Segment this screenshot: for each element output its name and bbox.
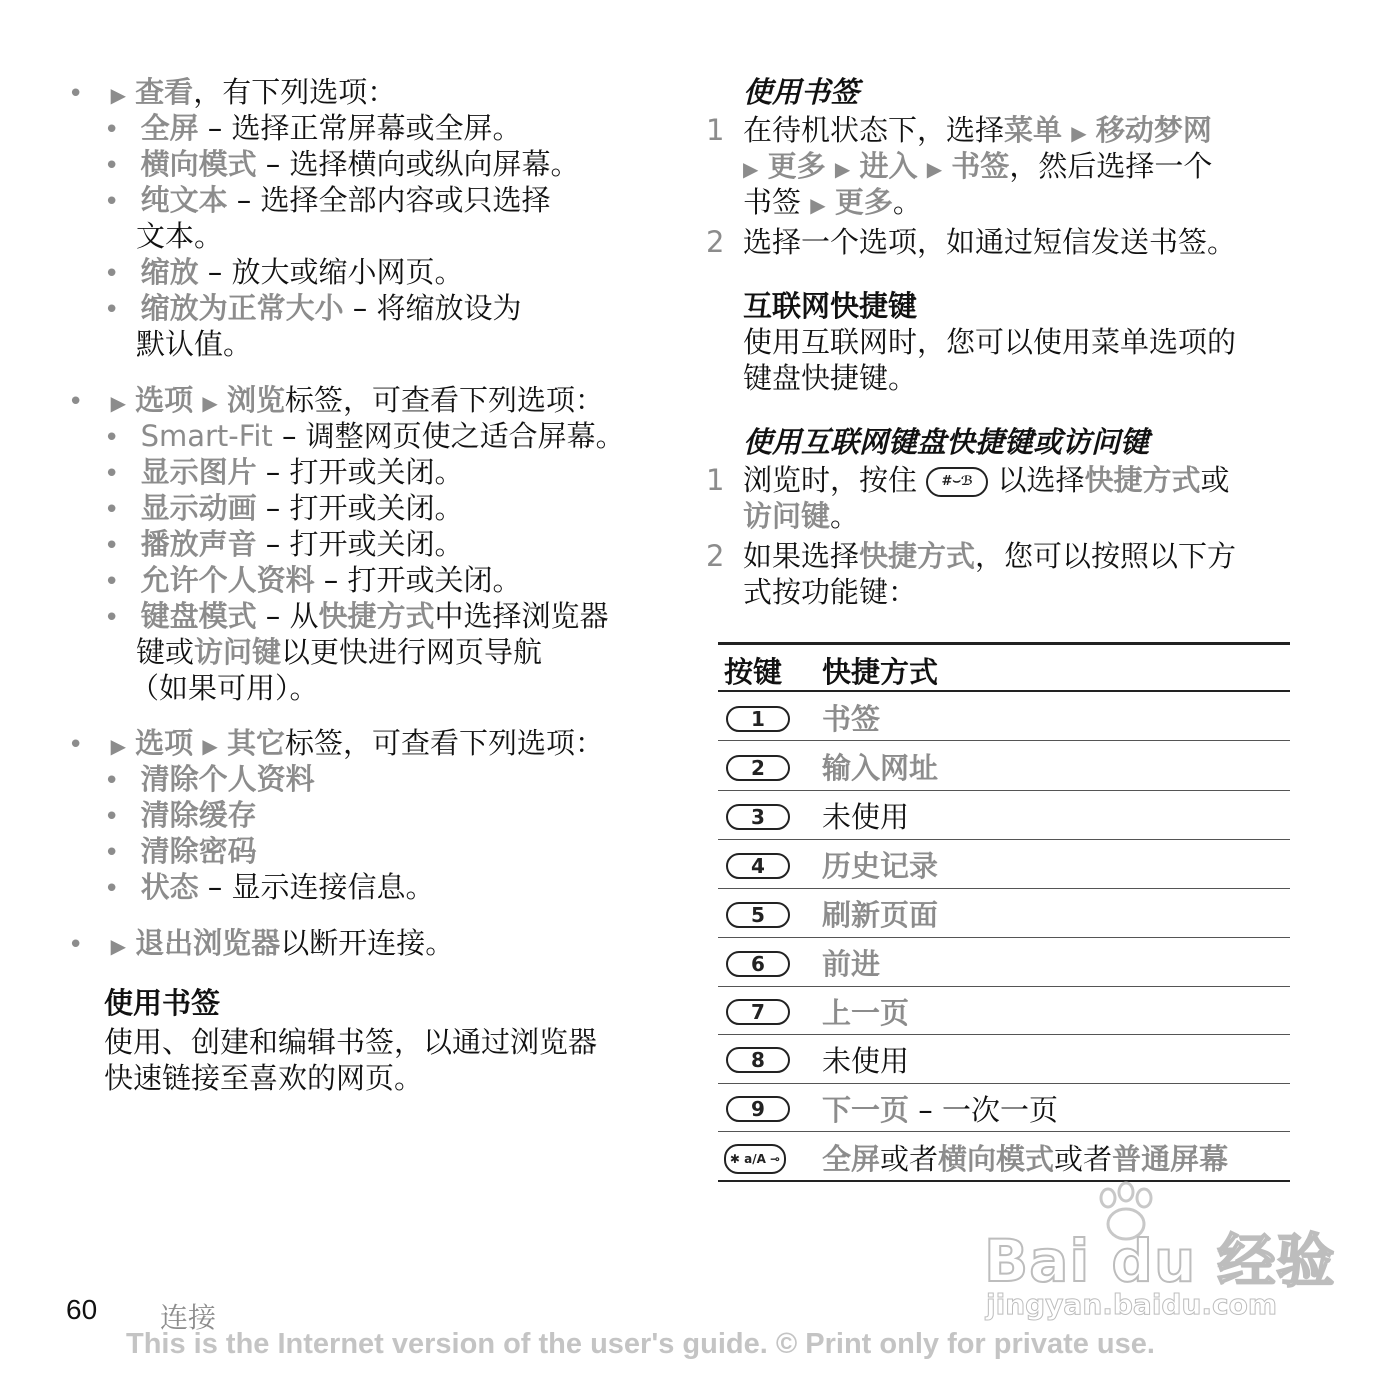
row-divider (718, 937, 1290, 938)
list-item: • 横向模式 – 选择横向或纵向屏幕。 (104, 147, 580, 181)
key-7-icon: 7 (726, 999, 790, 1025)
bullet-icon: • (68, 930, 84, 960)
key-4-icon: 4 (726, 853, 790, 879)
bullet-icon: • (104, 259, 120, 289)
bullet-icon: • (104, 495, 120, 525)
section-heading: 使用书签 (743, 75, 860, 109)
paragraph: 使用、创建和编辑书签，以通过浏览器 (104, 1025, 598, 1059)
list-item-continuation: （如果可用）。 (130, 671, 319, 705)
step-text: 浏览时，按住 #⌣ℬ 以选择快捷方式或 (743, 463, 1230, 497)
row-divider (718, 839, 1290, 840)
paragraph: 快速链接至喜欢的网页。 (104, 1061, 424, 1095)
bullet-icon: • (68, 79, 84, 109)
bullet-icon: • (68, 730, 84, 760)
key-3-icon: 3 (726, 804, 790, 830)
list-item: • 缩放 – 放大或缩小网页。 (104, 255, 464, 289)
other-option: • ▶ 选项 ▶ 其它标签，可查看下列选项： (68, 726, 605, 760)
row-divider (718, 740, 1290, 741)
table-header-key: 按键 (724, 655, 783, 689)
key-6-icon: 6 (726, 951, 790, 977)
row-divider (718, 888, 1290, 889)
bullet-icon: • (104, 151, 120, 181)
step-text: 在待机状态下，选择菜单 ▶ 移动梦网 (743, 113, 1212, 147)
section-heading: 使用互联网键盘快捷键或访问键 (743, 425, 1150, 459)
list-item: • 允许个人资料 – 打开或关闭。 (104, 563, 522, 597)
table-bottom-rule (718, 1180, 1290, 1182)
list-item-continuation: 文本。 (136, 219, 224, 253)
table-header-shortcut: 快捷方式 (822, 655, 939, 689)
step-text: 访问键。 (743, 499, 860, 533)
key-2-icon: 2 (726, 755, 790, 781)
bullet-icon: • (104, 459, 120, 489)
step-text: 书签 ▶ 更多。 (743, 185, 922, 219)
hash-key-icon: #⌣ℬ (926, 467, 988, 497)
step-text: 选择一个选项，如通过短信发送书签。 (743, 225, 1237, 259)
arrow-right-icon: ▶ (1071, 121, 1087, 145)
bullet-icon: • (104, 423, 120, 453)
bullet-icon: • (104, 115, 120, 145)
list-item: • 显示动画 – 打开或关闭。 (104, 491, 464, 525)
bullet-icon: • (104, 603, 120, 633)
arrow-right-icon: ▶ (926, 157, 943, 181)
bullet-icon: • (104, 766, 120, 796)
watermark-url: jingyan.baidu.com (986, 1288, 1278, 1321)
arrow-right-icon: ▶ (110, 391, 126, 415)
arrow-right-icon: ▶ (110, 83, 126, 107)
step-text: 式按功能键： (743, 575, 918, 609)
footer-section: 连接 (160, 1301, 217, 1334)
paragraph: 使用互联网时，您可以使用菜单选项的 (743, 325, 1237, 359)
baidu-logo-text: Bai du 经验 (984, 1227, 1336, 1295)
step-number: 1 (706, 463, 725, 497)
list-item-continuation: 默认值。 (136, 327, 253, 361)
table-header-rule (718, 690, 1290, 692)
key-8-icon: 8 (726, 1047, 790, 1073)
menu-link-view: 查看 (135, 75, 194, 109)
step-text: ▶ 更多 ▶ 进入 ▶ 书签，然后选择一个 (743, 149, 1213, 183)
arrow-right-icon: ▶ (110, 734, 126, 758)
key-1-icon: 1 (726, 706, 790, 732)
bullet-icon: • (104, 838, 120, 868)
table-top-rule (718, 642, 1290, 645)
step-number: 2 (706, 539, 725, 573)
arrow-right-icon: ▶ (110, 934, 126, 958)
bullet-icon: • (104, 874, 120, 904)
exit-option: • ▶ 退出浏览器以断开连接。 (68, 926, 455, 960)
arrow-right-icon: ▶ (202, 391, 218, 415)
arrow-right-icon: ▶ (834, 157, 851, 181)
row-divider (718, 1131, 1290, 1132)
list-item: • 键盘模式 – 从快捷方式中选择浏览器 (104, 599, 609, 633)
step-number: 2 (706, 225, 725, 259)
row-divider (718, 1083, 1290, 1084)
list-item: • Smart-Fit – 调整网页使之适合屏幕。 (104, 419, 625, 453)
footer-notice: This is the Internet version of the user's guide. © Print only for private use. (126, 1328, 1155, 1360)
list-item: • 显示图片 – 打开或关闭。 (104, 455, 464, 489)
key-5-icon: 5 (726, 902, 790, 928)
bullet-icon: • (104, 295, 120, 325)
arrow-right-icon: ▶ (810, 193, 826, 217)
arrow-right-icon: ▶ (743, 157, 759, 181)
step-number: 1 (706, 113, 725, 147)
step-text: 如果选择快捷方式，您可以按照以下方 (743, 539, 1237, 573)
bullet-icon: • (68, 387, 84, 417)
section-heading: 互联网快捷键 (743, 289, 918, 323)
page-number: 60 (66, 1294, 98, 1325)
list-item: • 缩放为正常大小 – 将缩放设为 (104, 291, 522, 325)
browse-option: • ▶ 选项 ▶ 浏览标签，可查看下列选项： (68, 383, 605, 417)
row-divider (718, 790, 1290, 791)
bullet-icon: • (104, 187, 120, 217)
section-heading: 使用书签 (104, 986, 221, 1020)
list-item: • 清除个人资料 (104, 762, 315, 796)
list-item: • 全屏 – 选择正常屏幕或全屏。 (104, 111, 522, 145)
list-item: • 纯文本 – 选择全部内容或只选择 (104, 183, 551, 217)
view-option: • ▶ 查看，有下列选项： (68, 75, 397, 109)
star-key-icon: ✱ a/A ⊸ (724, 1144, 786, 1174)
list-item: • 状态 – 显示连接信息。 (104, 870, 435, 904)
list-item: • 播放声音 – 打开或关闭。 (104, 527, 464, 561)
bullet-icon: • (104, 567, 120, 597)
key-9-icon: 9 (726, 1096, 790, 1122)
list-item: • 清除密码 (104, 834, 257, 868)
paragraph: 键盘快捷键。 (743, 361, 918, 395)
arrow-right-icon: ▶ (202, 734, 218, 758)
row-divider (718, 1034, 1290, 1035)
row-divider (718, 986, 1290, 987)
list-item-continuation: 键或访问键以更快进行网页导航 (136, 635, 543, 669)
list-item: • 清除缓存 (104, 798, 257, 832)
bullet-icon: • (104, 802, 120, 832)
bullet-icon: • (104, 531, 120, 561)
